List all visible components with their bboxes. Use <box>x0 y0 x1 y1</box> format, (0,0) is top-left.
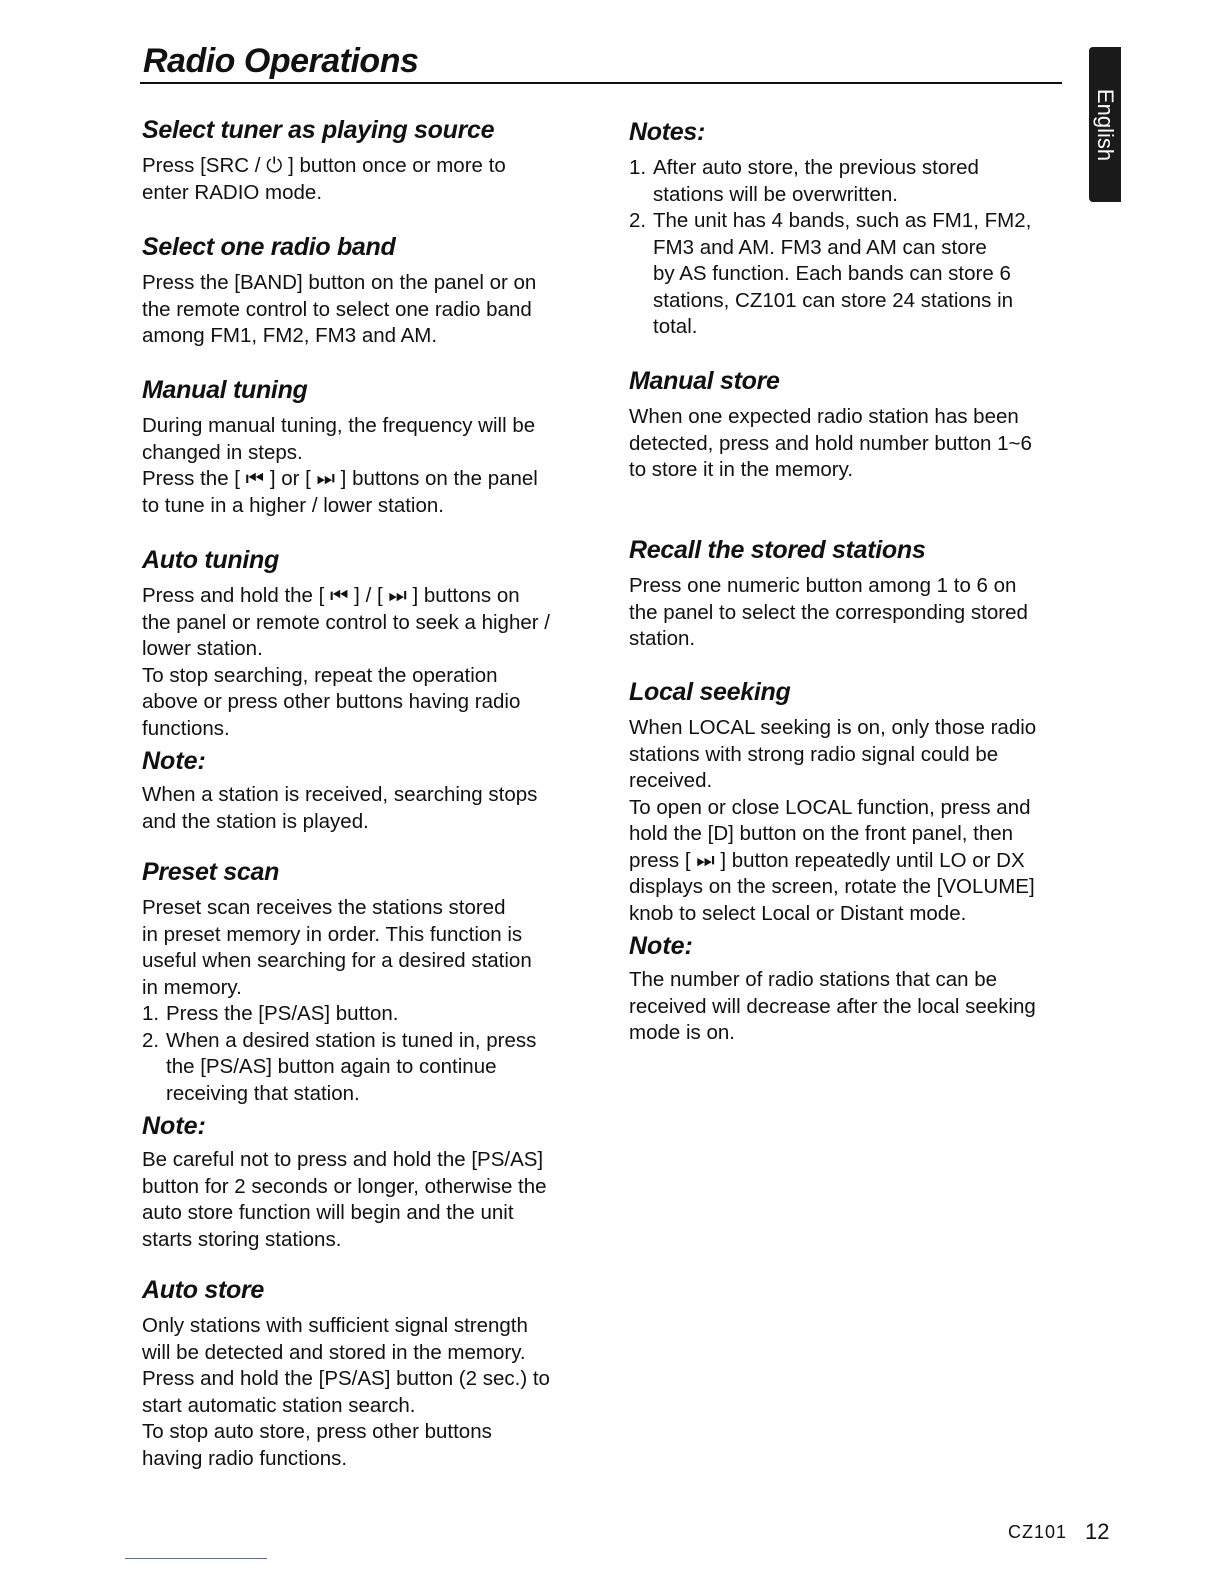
body-line: displays on the screen, rotate the [VOLUME] <box>629 875 1035 898</box>
body-line: the panel or remote control to seek a higher / <box>142 610 550 634</box>
step-list <box>142 1001 592 1107</box>
section-body <box>142 413 592 519</box>
body-line: Press the [PS/AS] button. <box>166 1002 399 1025</box>
body-line: and the station is played. <box>142 809 369 833</box>
body-line: stations with strong radio signal could be <box>629 742 999 766</box>
body-line: enter RADIO mode. <box>142 180 323 204</box>
body-line: Be careful not to press and hold the [PS/AS] <box>142 1148 544 1171</box>
body-line: During manual tuning, the frequency will be <box>142 414 536 437</box>
footer-page-number: 12 <box>1085 1519 1110 1544</box>
section-recall <box>629 535 1079 653</box>
body-line: to store it in the memory. <box>629 458 854 481</box>
body-line: among FM1, FM2, FM3 and AM. <box>142 324 438 347</box>
body-line: mode is on. <box>629 1021 735 1044</box>
body-line: Press the [ ⏮ ] or [ ⏭ ] buttons on the panel <box>142 467 538 490</box>
body-line: useful when searching for a desired station <box>142 949 532 972</box>
list-number: 1. <box>142 1002 160 1025</box>
body-line: changed in steps. <box>142 440 303 464</box>
body-line: FM3 and AM. FM3 and AM can store <box>653 235 987 259</box>
list-item <box>629 208 1079 341</box>
section-auto-tuning <box>142 545 592 835</box>
body-line: functions. <box>142 716 230 740</box>
body-line: in preset memory in order. This function is <box>142 922 523 946</box>
body-line: When LOCAL seeking is on, only those radio <box>629 716 1037 739</box>
body-line: auto store function will begin and the unit <box>142 1201 514 1224</box>
list-number: 2. <box>629 209 647 232</box>
section-local-seeking <box>629 677 1079 1047</box>
body-line: To stop searching, repeat the operation <box>142 663 498 687</box>
body-line: having radio functions. <box>142 1446 348 1470</box>
body-line: When one expected radio station has been <box>629 405 1019 428</box>
section-auto-store <box>142 1275 592 1472</box>
section-body <box>142 270 592 350</box>
body-line: hold the [D] button on the front panel, then <box>629 822 1014 845</box>
body-line: start automatic station search. <box>142 1393 416 1417</box>
body-line: station. <box>629 627 696 650</box>
section-body <box>629 404 1079 484</box>
note-heading: Note: <box>142 1112 206 1140</box>
section-heading: Local seeking <box>629 678 791 706</box>
section-body <box>629 573 1079 653</box>
body-line: stations, CZ101 can store 24 stations in <box>653 288 1014 312</box>
body-line: Only stations with sufficient signal strength <box>142 1314 528 1337</box>
body-line: receiving that station. <box>166 1081 360 1105</box>
body-line: the [PS/AS] button again to continue <box>166 1055 497 1078</box>
body-line: will be detected and stored in the memory. <box>142 1340 526 1364</box>
section-heading: Notes: <box>629 118 705 146</box>
body-line: lower station. <box>142 637 263 660</box>
body-line: by AS function. Each bands can store 6 <box>653 262 1011 285</box>
section-heading: Select tuner as playing source <box>142 116 495 144</box>
note-body <box>142 1147 592 1253</box>
list-item <box>142 1028 592 1108</box>
note-body <box>142 782 592 835</box>
body-line: detected, press and hold number button 1~6 <box>629 431 1032 455</box>
language-tab-label: English <box>1093 88 1118 161</box>
note-heading: Note: <box>629 932 693 960</box>
section-notes <box>629 117 1079 341</box>
body-line: When a station is received, searching stops <box>142 783 538 806</box>
section-body <box>142 1313 592 1472</box>
section-preset-scan <box>142 857 592 1253</box>
footer-model-number: CZ101 <box>1008 1522 1068 1542</box>
page-title: Radio Operations <box>143 42 419 80</box>
section-select-band <box>142 232 592 350</box>
section-select-tuner <box>142 115 592 206</box>
body-line: The number of radio stations that can be <box>629 968 998 991</box>
section-manual-tuning <box>142 375 592 519</box>
body-line: total. <box>653 315 698 338</box>
body-line: Press [SRC / ⏻ ] button once or more to <box>142 154 506 177</box>
body-line: Preset scan receives the stations stored <box>142 896 506 919</box>
body-line: Press the [BAND] button on the panel or on <box>142 271 537 294</box>
section-body <box>629 715 1079 927</box>
title-rule <box>140 82 1062 84</box>
body-line: To open or close LOCAL function, press and <box>629 795 1031 819</box>
body-line: in memory. <box>142 975 242 999</box>
body-line: knob to select Local or Distant mode. <box>629 901 967 925</box>
list-number: 2. <box>142 1028 160 1052</box>
section-heading: Select one radio band <box>142 233 396 261</box>
note-body <box>629 967 1079 1047</box>
body-line: received will decrease after the local seeking <box>629 994 1036 1018</box>
section-heading: Manual tuning <box>142 376 308 404</box>
section-manual-store <box>629 366 1079 484</box>
section-body <box>142 583 592 742</box>
body-line: To stop auto store, press other buttons <box>142 1420 492 1443</box>
section-heading: Manual store <box>629 367 780 395</box>
note-heading: Note: <box>142 747 206 775</box>
list-number: 1. <box>629 156 647 179</box>
body-line: Press and hold the [ ⏮ ] / [ ⏭ ] buttons on <box>142 584 520 607</box>
body-line: The unit has 4 bands, such as FM1, FM2, <box>653 209 1032 232</box>
section-heading: Recall the stored stations <box>629 536 926 564</box>
bottom-rule <box>125 1558 267 1559</box>
body-line: the remote control to select one radio band <box>142 297 532 321</box>
notes-list <box>629 155 1079 341</box>
body-line: After auto store, the previous stored <box>653 156 979 179</box>
section-heading: Preset scan <box>142 858 280 886</box>
body-line: the panel to select the corresponding stored <box>629 600 1028 624</box>
body-line: Press one numeric button among 1 to 6 on <box>629 574 1017 597</box>
body-line: stations will be overwritten. <box>653 182 898 206</box>
body-line: starts storing stations. <box>142 1227 342 1251</box>
body-line: press [ ⏭ ] button repeatedly until LO or DX <box>629 848 1025 872</box>
list-item <box>629 155 1079 208</box>
body-line: above or press other buttons having radio <box>142 690 521 713</box>
section-heading: Auto store <box>142 1276 265 1304</box>
body-line: button for 2 seconds or longer, otherwise the <box>142 1174 547 1198</box>
list-item <box>142 1001 592 1028</box>
body-line: Press and hold the [PS/AS] button (2 sec.) to <box>142 1367 550 1390</box>
section-heading: Auto tuning <box>142 546 279 574</box>
body-line: to tune in a higher / lower station. <box>142 493 444 517</box>
body-line: received. <box>629 769 713 792</box>
section-body <box>142 895 592 1001</box>
body-line: When a desired station is tuned in, press <box>166 1028 537 1052</box>
section-body <box>142 153 592 206</box>
language-tab <box>1089 47 1121 202</box>
